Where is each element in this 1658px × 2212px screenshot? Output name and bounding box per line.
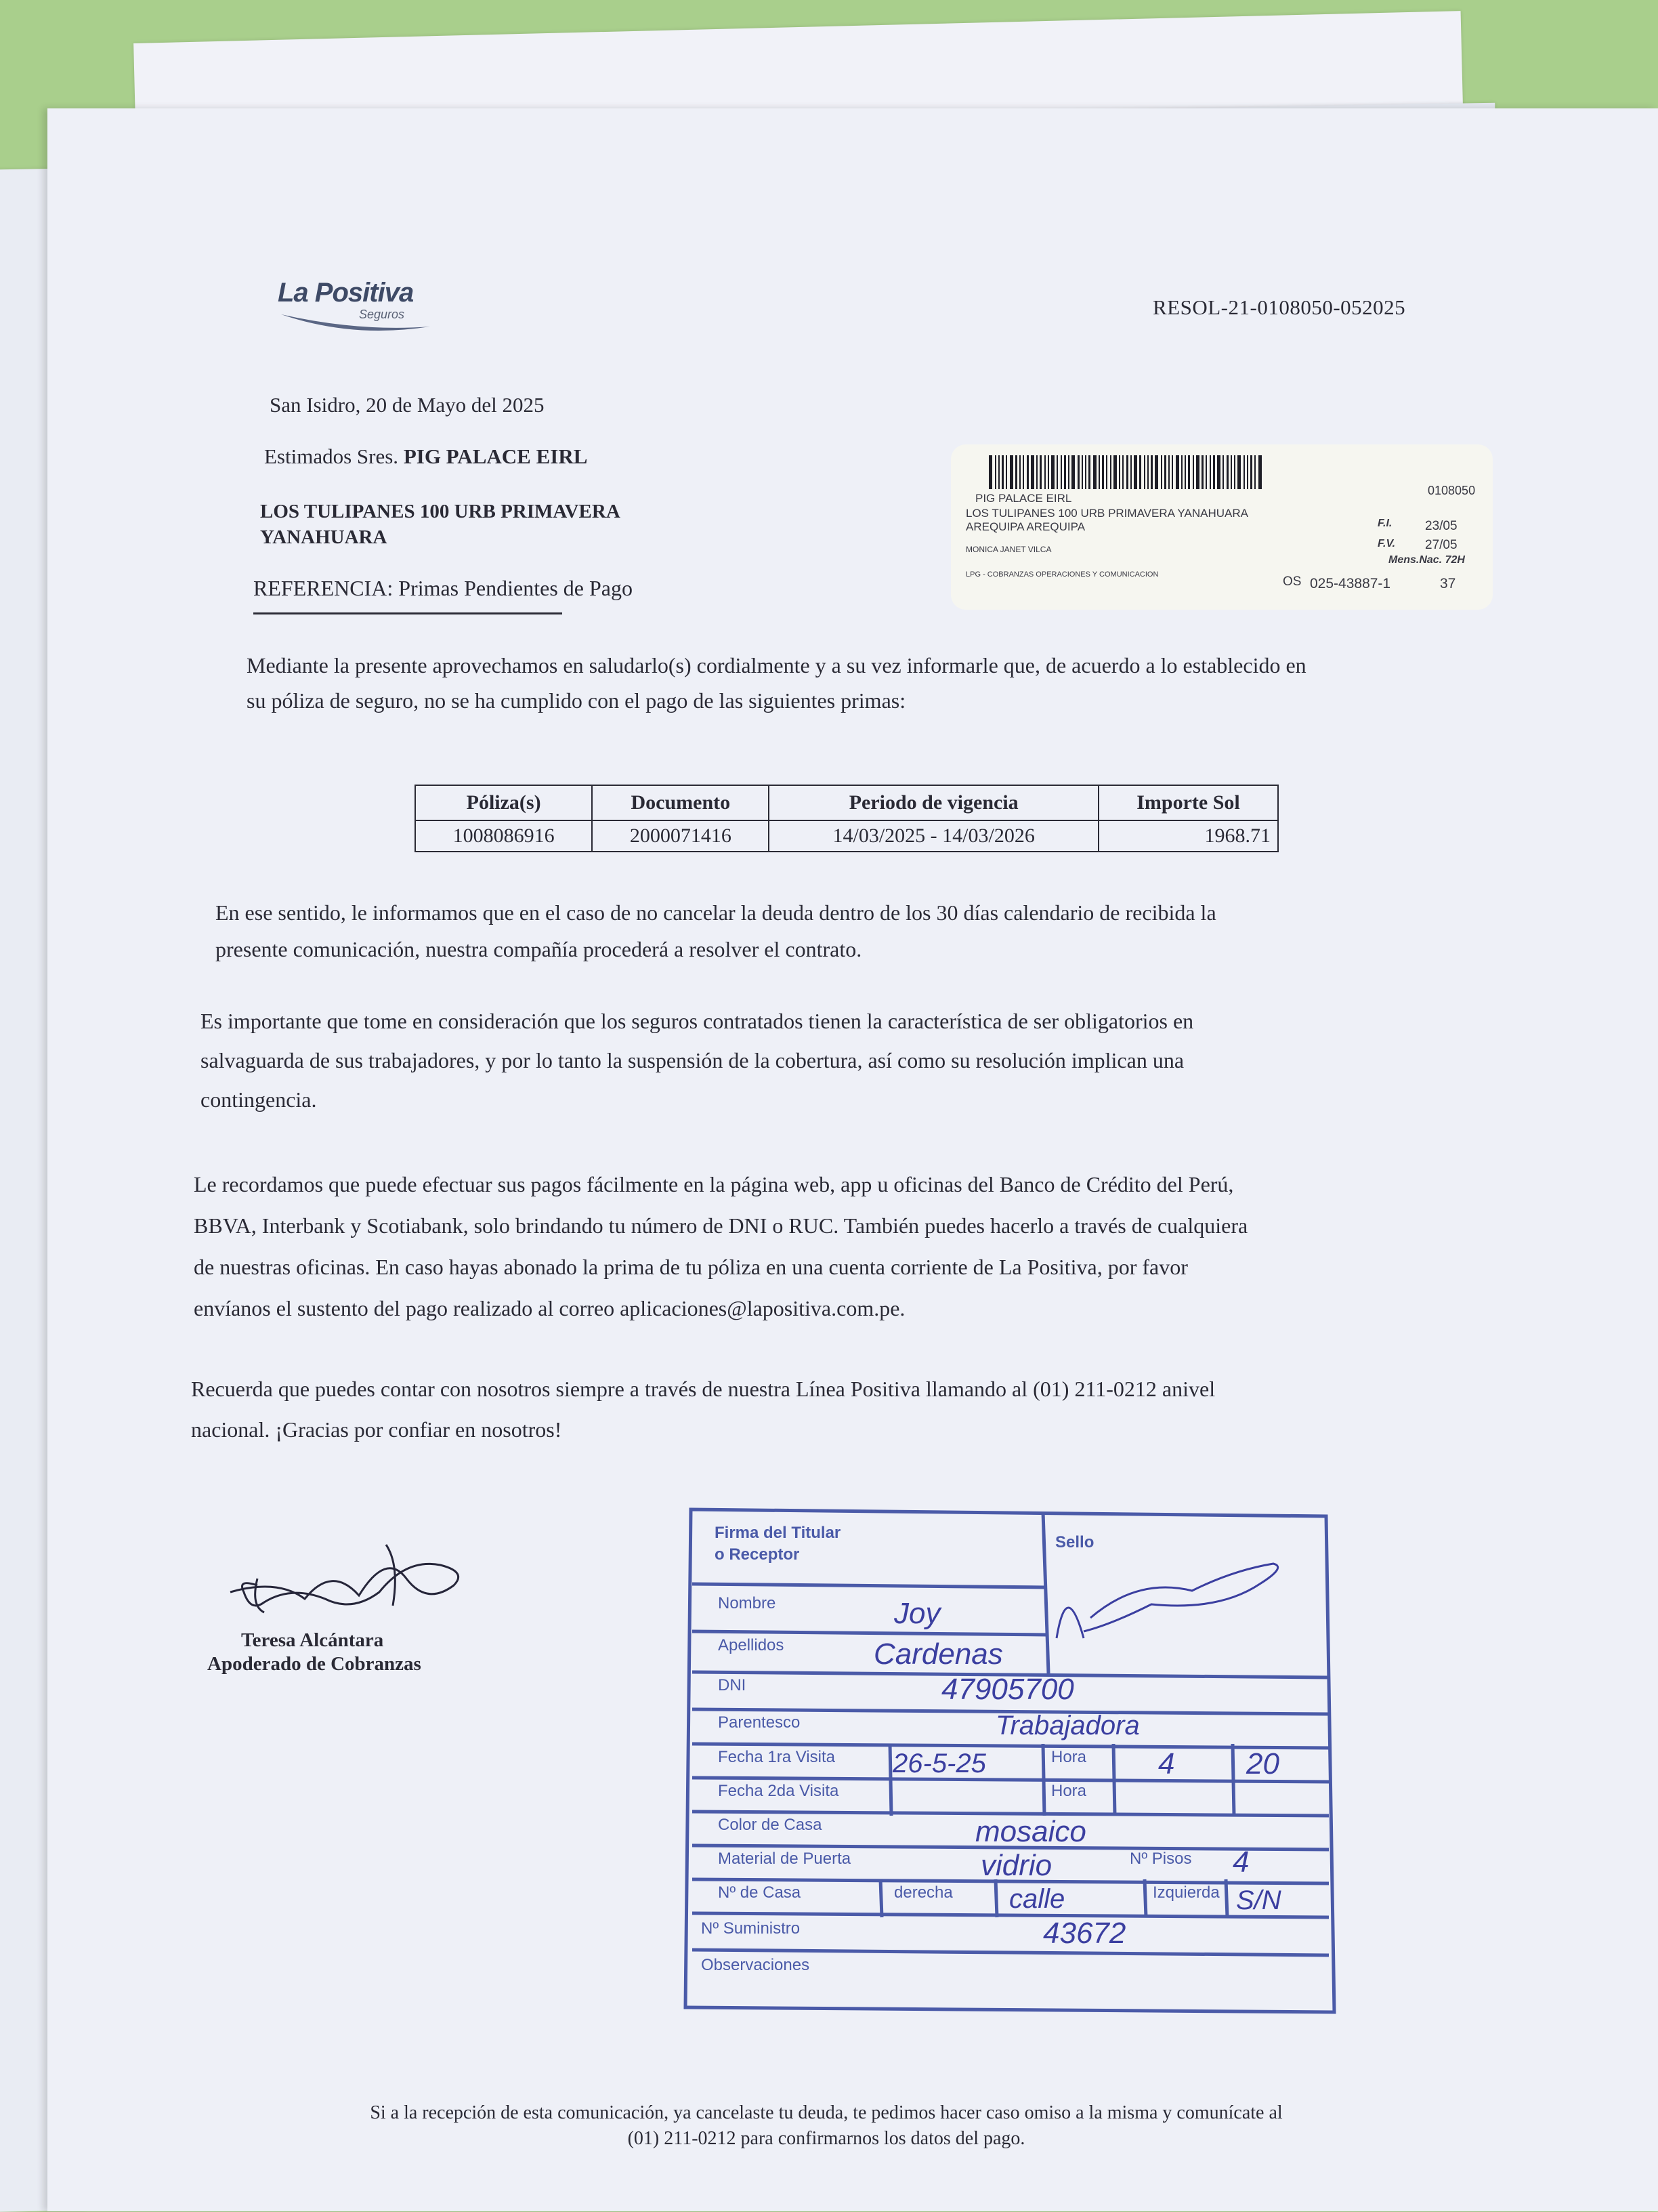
stamp-field-label: Fecha 1ra Visita bbox=[718, 1748, 835, 1766]
barcode-icon bbox=[989, 455, 1267, 491]
barcode-bar bbox=[1213, 455, 1215, 489]
hw-suministro: 43672 bbox=[1043, 1917, 1126, 1950]
barcode-bar bbox=[1151, 455, 1153, 489]
stamp-pisos-label: Nº Pisos bbox=[1130, 1850, 1192, 1868]
hw-dni: 47905700 bbox=[941, 1673, 1074, 1706]
important-paragraph bbox=[200, 1001, 1494, 1119]
contact-line-1: Recuerda que puedes contar con nosotros siempre a través de nuestra Línea Positiva llamando al (01) 211-0212 anivel bbox=[191, 1377, 1216, 1401]
cancel-line-1: En ese sentido, le informamos que en el caso de no cancelar la deuda dentro de los 30 días calendario de recibida la bbox=[215, 900, 1216, 925]
barcode-bar bbox=[989, 455, 992, 489]
label-fi-label: F.I. bbox=[1378, 518, 1393, 529]
important-line-1: Es importante que tome en consideración que los seguros contratados tienen la característica de ser obligatorios en bbox=[200, 1009, 1194, 1033]
label-os-value: 025-43887-1 bbox=[1310, 576, 1391, 591]
hw-derecha: calle bbox=[1009, 1884, 1065, 1914]
label-count: 37 bbox=[1440, 576, 1456, 591]
hw-puerta: vidrio bbox=[981, 1849, 1053, 1882]
recipient-address bbox=[260, 499, 620, 550]
signatory-role: Apoderado de Cobranzas bbox=[207, 1653, 421, 1675]
amount-due: 1968.71 bbox=[1099, 820, 1278, 852]
policy-table bbox=[414, 785, 1279, 852]
stamp-hora-label: Hora bbox=[1051, 1748, 1087, 1766]
barcode-bar bbox=[1206, 455, 1207, 489]
barcode-bar bbox=[1064, 455, 1066, 489]
stamp-derecha-label: derecha bbox=[894, 1883, 953, 1902]
footer-note bbox=[257, 2100, 1395, 2152]
barcode-bar bbox=[1110, 455, 1111, 489]
address-line-1: LOS TULIPANES 100 URB PRIMAVERA bbox=[260, 501, 620, 522]
table-row bbox=[415, 820, 1278, 852]
logo-wordmark: La Positiva bbox=[278, 278, 414, 308]
barcode-bar bbox=[1071, 455, 1075, 489]
barcode-bar bbox=[1234, 455, 1235, 489]
hw-fecha-1: 26-5-25 bbox=[893, 1749, 986, 1778]
barcode-bar bbox=[1006, 455, 1007, 489]
barcode-bar bbox=[1048, 455, 1049, 489]
barcode-bar bbox=[1223, 455, 1224, 489]
stamp-field-label: Nº Suministro bbox=[701, 1919, 801, 1938]
barcode-bar bbox=[1082, 455, 1083, 489]
barcode-bar bbox=[1231, 455, 1232, 489]
barcode-bar bbox=[1210, 455, 1211, 489]
barcode-bar bbox=[1085, 455, 1086, 489]
barcode-bar bbox=[1068, 455, 1069, 489]
payment-paragraph bbox=[194, 1164, 1501, 1329]
hw-apellidos: Cardenas bbox=[874, 1637, 1003, 1671]
barcode-bar bbox=[1147, 455, 1149, 489]
barcode-bar bbox=[1093, 455, 1097, 489]
barcode-bar bbox=[1247, 455, 1248, 489]
logo-swoosh-icon bbox=[278, 312, 433, 339]
barcode-bar bbox=[1126, 455, 1128, 489]
intro-line-2: su póliza de seguro, no se ha cumplido con el pago de las siguientes primas: bbox=[247, 688, 906, 713]
label-tracking: 0108050 bbox=[1428, 484, 1476, 497]
contact-paragraph bbox=[191, 1369, 1505, 1450]
barcode-bar bbox=[1237, 455, 1241, 489]
cancel-line-2: presente comunicación, nuestra compañía procederá a resolver el contrato. bbox=[215, 937, 862, 961]
payment-line-2: BBVA, Interbank y Scotiabank, solo brindando tu número de DNI o RUC. También puedes hacerlo a través de cualquiera bbox=[194, 1213, 1248, 1238]
barcode-bar bbox=[1002, 455, 1004, 489]
important-line-3: contingencia. bbox=[200, 1087, 317, 1112]
barcode-bar bbox=[1227, 455, 1229, 489]
barcode-bar bbox=[1134, 455, 1137, 489]
barcode-bar bbox=[1044, 455, 1046, 489]
barcode-bar bbox=[1254, 455, 1256, 489]
intro-paragraph bbox=[247, 648, 1459, 718]
validity-period: 14/03/2025 - 14/03/2026 bbox=[769, 820, 1099, 852]
barcode-bar bbox=[1061, 455, 1062, 489]
stamp-field-label: Observaciones bbox=[701, 1956, 810, 1974]
barcode-bar bbox=[1099, 455, 1100, 489]
stamp-field-label: Color de Casa bbox=[718, 1816, 822, 1834]
barcode-bar bbox=[1036, 455, 1038, 489]
stamp-field-label: Nº de Casa bbox=[718, 1883, 801, 1902]
barcode-bar bbox=[1078, 455, 1080, 489]
barcode-bar bbox=[1144, 455, 1145, 489]
signatory-name: Teresa Alcántara bbox=[241, 1629, 384, 1651]
payment-line-3: de nuestras oficinas. En caso hayas abonado la prima de tu póliza en una cuenta corriente de La Positiva, por favor bbox=[194, 1255, 1188, 1279]
barcode-bar bbox=[1119, 455, 1120, 489]
barcode-bar bbox=[1015, 455, 1017, 489]
barcode-bar bbox=[1106, 455, 1107, 489]
column-header: Póliza(s) bbox=[415, 785, 592, 820]
barcode-bar bbox=[1244, 455, 1245, 489]
document-number: 2000071416 bbox=[592, 820, 769, 852]
barcode-bar bbox=[1188, 455, 1190, 489]
hw-hora-m: 20 bbox=[1246, 1747, 1279, 1780]
hw-pisos: 4 bbox=[1233, 1845, 1250, 1879]
barcode-bar bbox=[1181, 455, 1183, 489]
stamp-izquierda-label: Izquierda bbox=[1153, 1883, 1220, 1902]
table-header-row bbox=[415, 785, 1278, 820]
barcode-bar bbox=[1023, 455, 1024, 489]
stamp-field-label: Material de Puerta bbox=[718, 1850, 851, 1868]
resolution-code: RESOL-21-0108050-052025 bbox=[1153, 295, 1406, 319]
handwritten-signature bbox=[224, 1538, 481, 1633]
barcode-bar bbox=[1196, 455, 1199, 489]
barcode-bar bbox=[1113, 455, 1117, 489]
barcode-bar bbox=[1010, 455, 1013, 489]
hw-izquierda: S/N bbox=[1236, 1885, 1281, 1915]
stamp-field-label: Nombre bbox=[718, 1594, 776, 1612]
barcode-bar bbox=[1019, 455, 1021, 489]
stamp-seal-label: Sello bbox=[1055, 1533, 1094, 1551]
label-fi-value: 23/05 bbox=[1425, 519, 1458, 533]
column-header: Documento bbox=[592, 785, 769, 820]
address-line-2: YANAHUARA bbox=[260, 526, 387, 548]
payment-line-1: Le recordamos que puede efectuar sus pagos fácilmente en la página web, app u oficinas del Banco de Crédito del Perú, bbox=[194, 1172, 1234, 1196]
column-header: Periodo de vigencia bbox=[769, 785, 1099, 820]
payment-line-4: envíanos el sustento del pago realizado al correo aplicaciones@lapositiva.com.pe. bbox=[194, 1296, 906, 1320]
barcode-bar bbox=[998, 455, 1000, 489]
cancel-paragraph bbox=[215, 894, 1475, 967]
barcode-bar bbox=[1102, 455, 1104, 489]
hw-parentesco: Trabajadora bbox=[996, 1711, 1140, 1740]
la-positiva-logo bbox=[278, 278, 440, 339]
barcode-bar bbox=[1176, 455, 1179, 489]
courier-label bbox=[951, 444, 1493, 610]
stamp-field-label: Apellidos bbox=[718, 1636, 784, 1654]
logo-subtitle: Seguros bbox=[359, 308, 405, 321]
column-header: Importe Sol bbox=[1099, 785, 1278, 820]
stamp-title-2: o Receptor bbox=[715, 1545, 800, 1564]
intro-line-1: Mediante la presente aprovechamos en saludarlo(s) cordialmente y a su vez informarle que, de acuerdo a lo establecido en bbox=[247, 653, 1306, 677]
barcode-bar bbox=[1185, 455, 1186, 489]
barcode-bar bbox=[1122, 455, 1124, 489]
stamp-title-1: Firma del Titular bbox=[715, 1524, 841, 1542]
stamp-hora-label: Hora bbox=[1051, 1782, 1087, 1800]
barcode-bar bbox=[1040, 455, 1042, 489]
barcode-bar bbox=[1031, 455, 1034, 489]
label-department: LPG - COBRANZAS OPERACIONES Y COMUNICACION bbox=[966, 570, 1159, 579]
barcode-bar bbox=[1057, 455, 1058, 489]
recipient-name: PIG PALACE EIRL bbox=[403, 444, 588, 468]
greeting-prefix: Estimados Sres. bbox=[264, 444, 399, 468]
barcode-bar bbox=[1139, 455, 1141, 489]
policy-number: 1008086916 bbox=[415, 820, 592, 852]
label-address-2: AREQUIPA AREQUIPA bbox=[966, 520, 1086, 533]
stamp-field-label: DNI bbox=[718, 1676, 746, 1694]
contact-line-2: nacional. ¡Gracias por confiar en nosotros! bbox=[191, 1417, 562, 1442]
label-fv-label: F.V. bbox=[1378, 538, 1396, 549]
hw-hora-h: 4 bbox=[1158, 1747, 1175, 1780]
barcode-bar bbox=[995, 455, 996, 489]
barcode-bar bbox=[1051, 455, 1055, 489]
label-contact: MONICA JANET VILCA bbox=[966, 545, 1052, 554]
barcode-bar bbox=[1258, 455, 1262, 489]
barcode-bar bbox=[1193, 455, 1194, 489]
barcode-bar bbox=[1217, 455, 1220, 489]
footer-line-2: (01) 211-0212 para confirmarnos los datos del pago. bbox=[627, 2128, 1025, 2149]
receipt-stamp bbox=[677, 1503, 1341, 2024]
label-fv-value: 27/05 bbox=[1425, 538, 1458, 552]
barcode-bar bbox=[1250, 455, 1252, 489]
hw-nombre: Joy bbox=[894, 1597, 941, 1630]
letter-date: San Isidro, 20 de Mayo del 2025 bbox=[270, 393, 545, 417]
barcode-bar bbox=[1088, 455, 1090, 489]
barcode-bar bbox=[1164, 455, 1166, 489]
label-address-1: LOS TULIPANES 100 URB PRIMAVERA YANAHUARA bbox=[966, 507, 1248, 520]
reference-line: REFERENCIA: Primas Pendientes de Pago bbox=[253, 576, 633, 600]
hw-color: mosaico bbox=[975, 1815, 1086, 1848]
barcode-bar bbox=[1202, 455, 1204, 489]
barcode-bar bbox=[1027, 455, 1029, 489]
greeting bbox=[264, 444, 587, 469]
seal-signature bbox=[1057, 1564, 1278, 1638]
barcode-bar bbox=[1172, 455, 1173, 489]
stamp-field-label: Fecha 2da Visita bbox=[718, 1782, 839, 1800]
barcode-bar bbox=[1168, 455, 1170, 489]
reference-underline bbox=[253, 612, 562, 614]
label-name: PIG PALACE EIRL bbox=[975, 492, 1072, 505]
stamp-field-label: Parentesco bbox=[718, 1713, 801, 1732]
barcode-bar bbox=[1155, 455, 1158, 489]
label-service: Mens.Nac. 72H bbox=[1388, 554, 1465, 566]
barcode-bar bbox=[1161, 455, 1162, 489]
barcode-bar bbox=[1130, 455, 1132, 489]
important-line-2: salvaguarda de sus trabajadores, y por lo tanto la suspensión de la cobertura, así como su resolución implican una bbox=[200, 1048, 1185, 1072]
footer-line-1: Si a la recepción de esta comunicación, ya cancelaste tu deuda, te pedimos hacer caso omiso a la misma y comunícate al bbox=[370, 2102, 1283, 2123]
label-os-label: OS bbox=[1283, 575, 1302, 589]
